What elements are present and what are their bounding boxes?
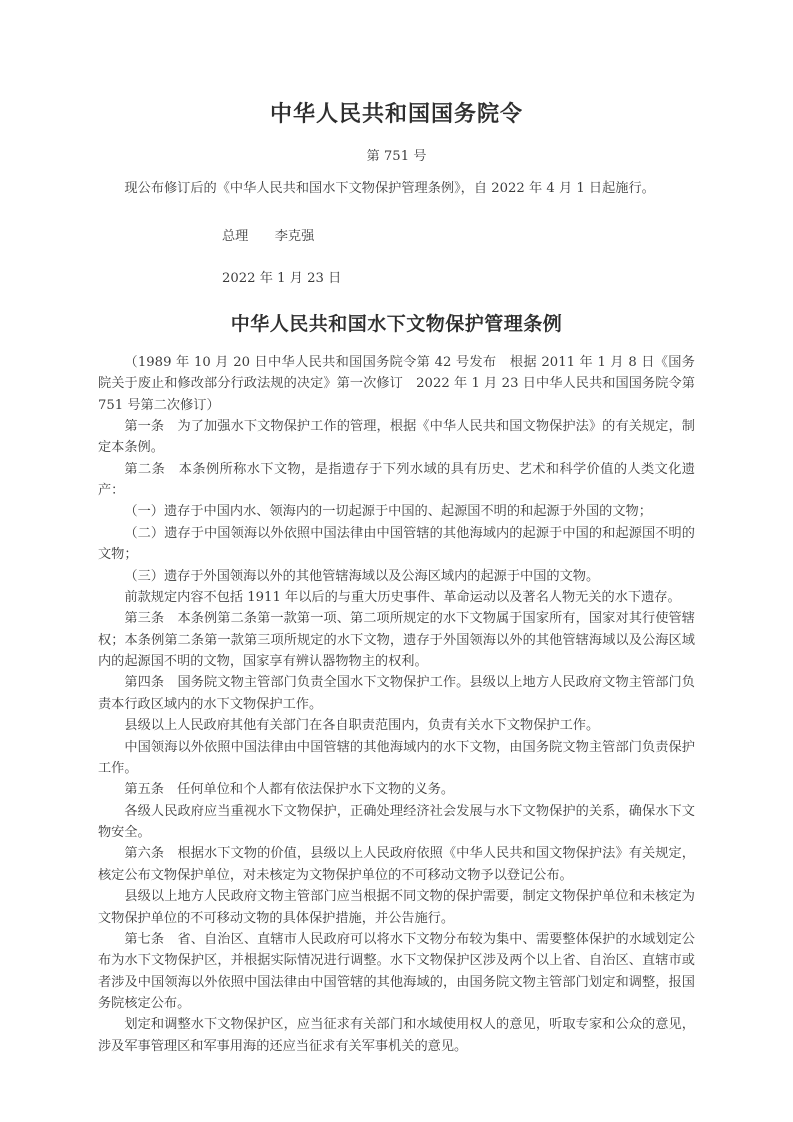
decree-signature: 总理 李克强: [222, 228, 315, 244]
decree-statement: 现公布修订后的《中华人民共和国水下文物保护管理条例》，自 2022 年 4 月 1 日起施行。: [124, 181, 655, 197]
regulation-paragraph: 第六条 根据水下文物的价值，县级以上人民政府依照《中华人民共和国文物保护法》有关规定，核定公布文物保护单位，对未核定为文物保护单位的不可移动文物予以登记公布。: [98, 846, 695, 883]
regulation-paragraph: 第三条 本条例第二条第一款第一项、第二项所规定的水下文物属于国家所有，国家对其行使管辖权；本条例第二条第一款第三项所规定的水下文物，遗存于外国领海以外的其他管辖海域以及公海区域内的起源国不明的文物，国家享有辨认器物物主的权利。: [98, 611, 695, 670]
regulation-paragraph: 第一条 为了加强水下文物保护工作的管理，根据《中华人民共和国文物保护法》的有关规定，制定本条例。: [98, 418, 695, 456]
regulation-paragraph: 县级以上地方人民政府文物主管部门应当根据不同文物的保护需要，制定文物保护单位和未核定为文物保护单位的不可移动文物的具体保护措施，并公告施行。: [98, 889, 695, 926]
regulation-body: [98, 338, 695, 1057]
document-content: [98, 0, 695, 1057]
regulation-paragraph: 第二条 本条例所称水下文物，是指遗存于下列水域的具有历史、艺术和科学价值的人类文化遗产：: [98, 461, 695, 499]
regulation-paragraph: 中国领海以外依照中国法律由中国管辖的其他海域内的水下文物，由国务院文物主管部门负责保护工作。: [98, 739, 695, 776]
regulation-paragraph: 前款规定内容不包括 1911 年以后的与重大历史事件、革命运动以及著名人物无关的水下遗存。: [124, 589, 681, 605]
regulation-paragraph: （三）遗存于外国领海以外的其他管辖海域以及公海区域内的起源于中国的文物。: [124, 568, 600, 584]
decree-title: 中华人民共和国国务院令: [269, 101, 523, 127]
regulation-title: 中华人民共和国水下文物保护管理条例: [230, 313, 563, 336]
regulation-paragraph: （二）遗存于中国领海以外依照中国法律由中国管辖的其他海域内的起源于中国的和起源国不明的文物；: [98, 525, 695, 563]
decree-date: 2022 年 1 月 23 日: [222, 271, 342, 287]
regulation-paragraph: 第七条 省、自治区、直辖市人民政府可以将水下文物分布较为集中、需要整体保护的水域划定公布为水下文物保护区，并根据实际情况进行调整。水下文物保护区涉及两个以上省、自治区、直辖市或者涉及中国领海以外依照中国法律由中国管辖的其他海域的，由国务院文物主管部门划定和调整，报国务院核定公布。: [98, 931, 695, 1012]
regulation-preamble: （1989 年 10 月 20 日中华人民共和国国务院令第 42 号发布 根据 2011 年 1 月 8 日《国务院关于废止和修改部分行政法规的决定》第一次修订 2022 年 1 月 23 日中华人民共和国国务院令第 751 号第二次修订）: [98, 354, 695, 413]
regulation-paragraph-list: [98, 416, 695, 1057]
decree-number: 第 751 号: [366, 148, 427, 164]
regulation-paragraph: （一）遗存于中国内水、领海内的一切起源于中国的、起源国不明的和起源于外国的文物；: [124, 504, 652, 520]
regulation-paragraph: 划定和调整水下文物保护区，应当征求有关部门和水域使用权人的意见，听取专家和公众的意见，涉及军事管理区和军事用海的还应当征求有关军事机关的意见。: [98, 1017, 695, 1054]
regulation-paragraph: 第四条 国务院文物主管部门负责全国水下文物保护工作。县级以上地方人民政府文物主管部门负责本行政区域内的水下文物保护工作。: [98, 675, 695, 712]
regulation-paragraph: 第五条 任何单位和个人都有依法保护水下文物的义务。: [124, 782, 455, 798]
regulation-paragraph: 各级人民政府应当重视水下文物保护，正确处理经济社会发展与水下文物保护的关系，确保水下文物安全。: [98, 803, 695, 841]
regulation-paragraph: 县级以上人民政府其他有关部门在各自职责范围内，负责有关水下文物保护工作。: [124, 718, 600, 734]
